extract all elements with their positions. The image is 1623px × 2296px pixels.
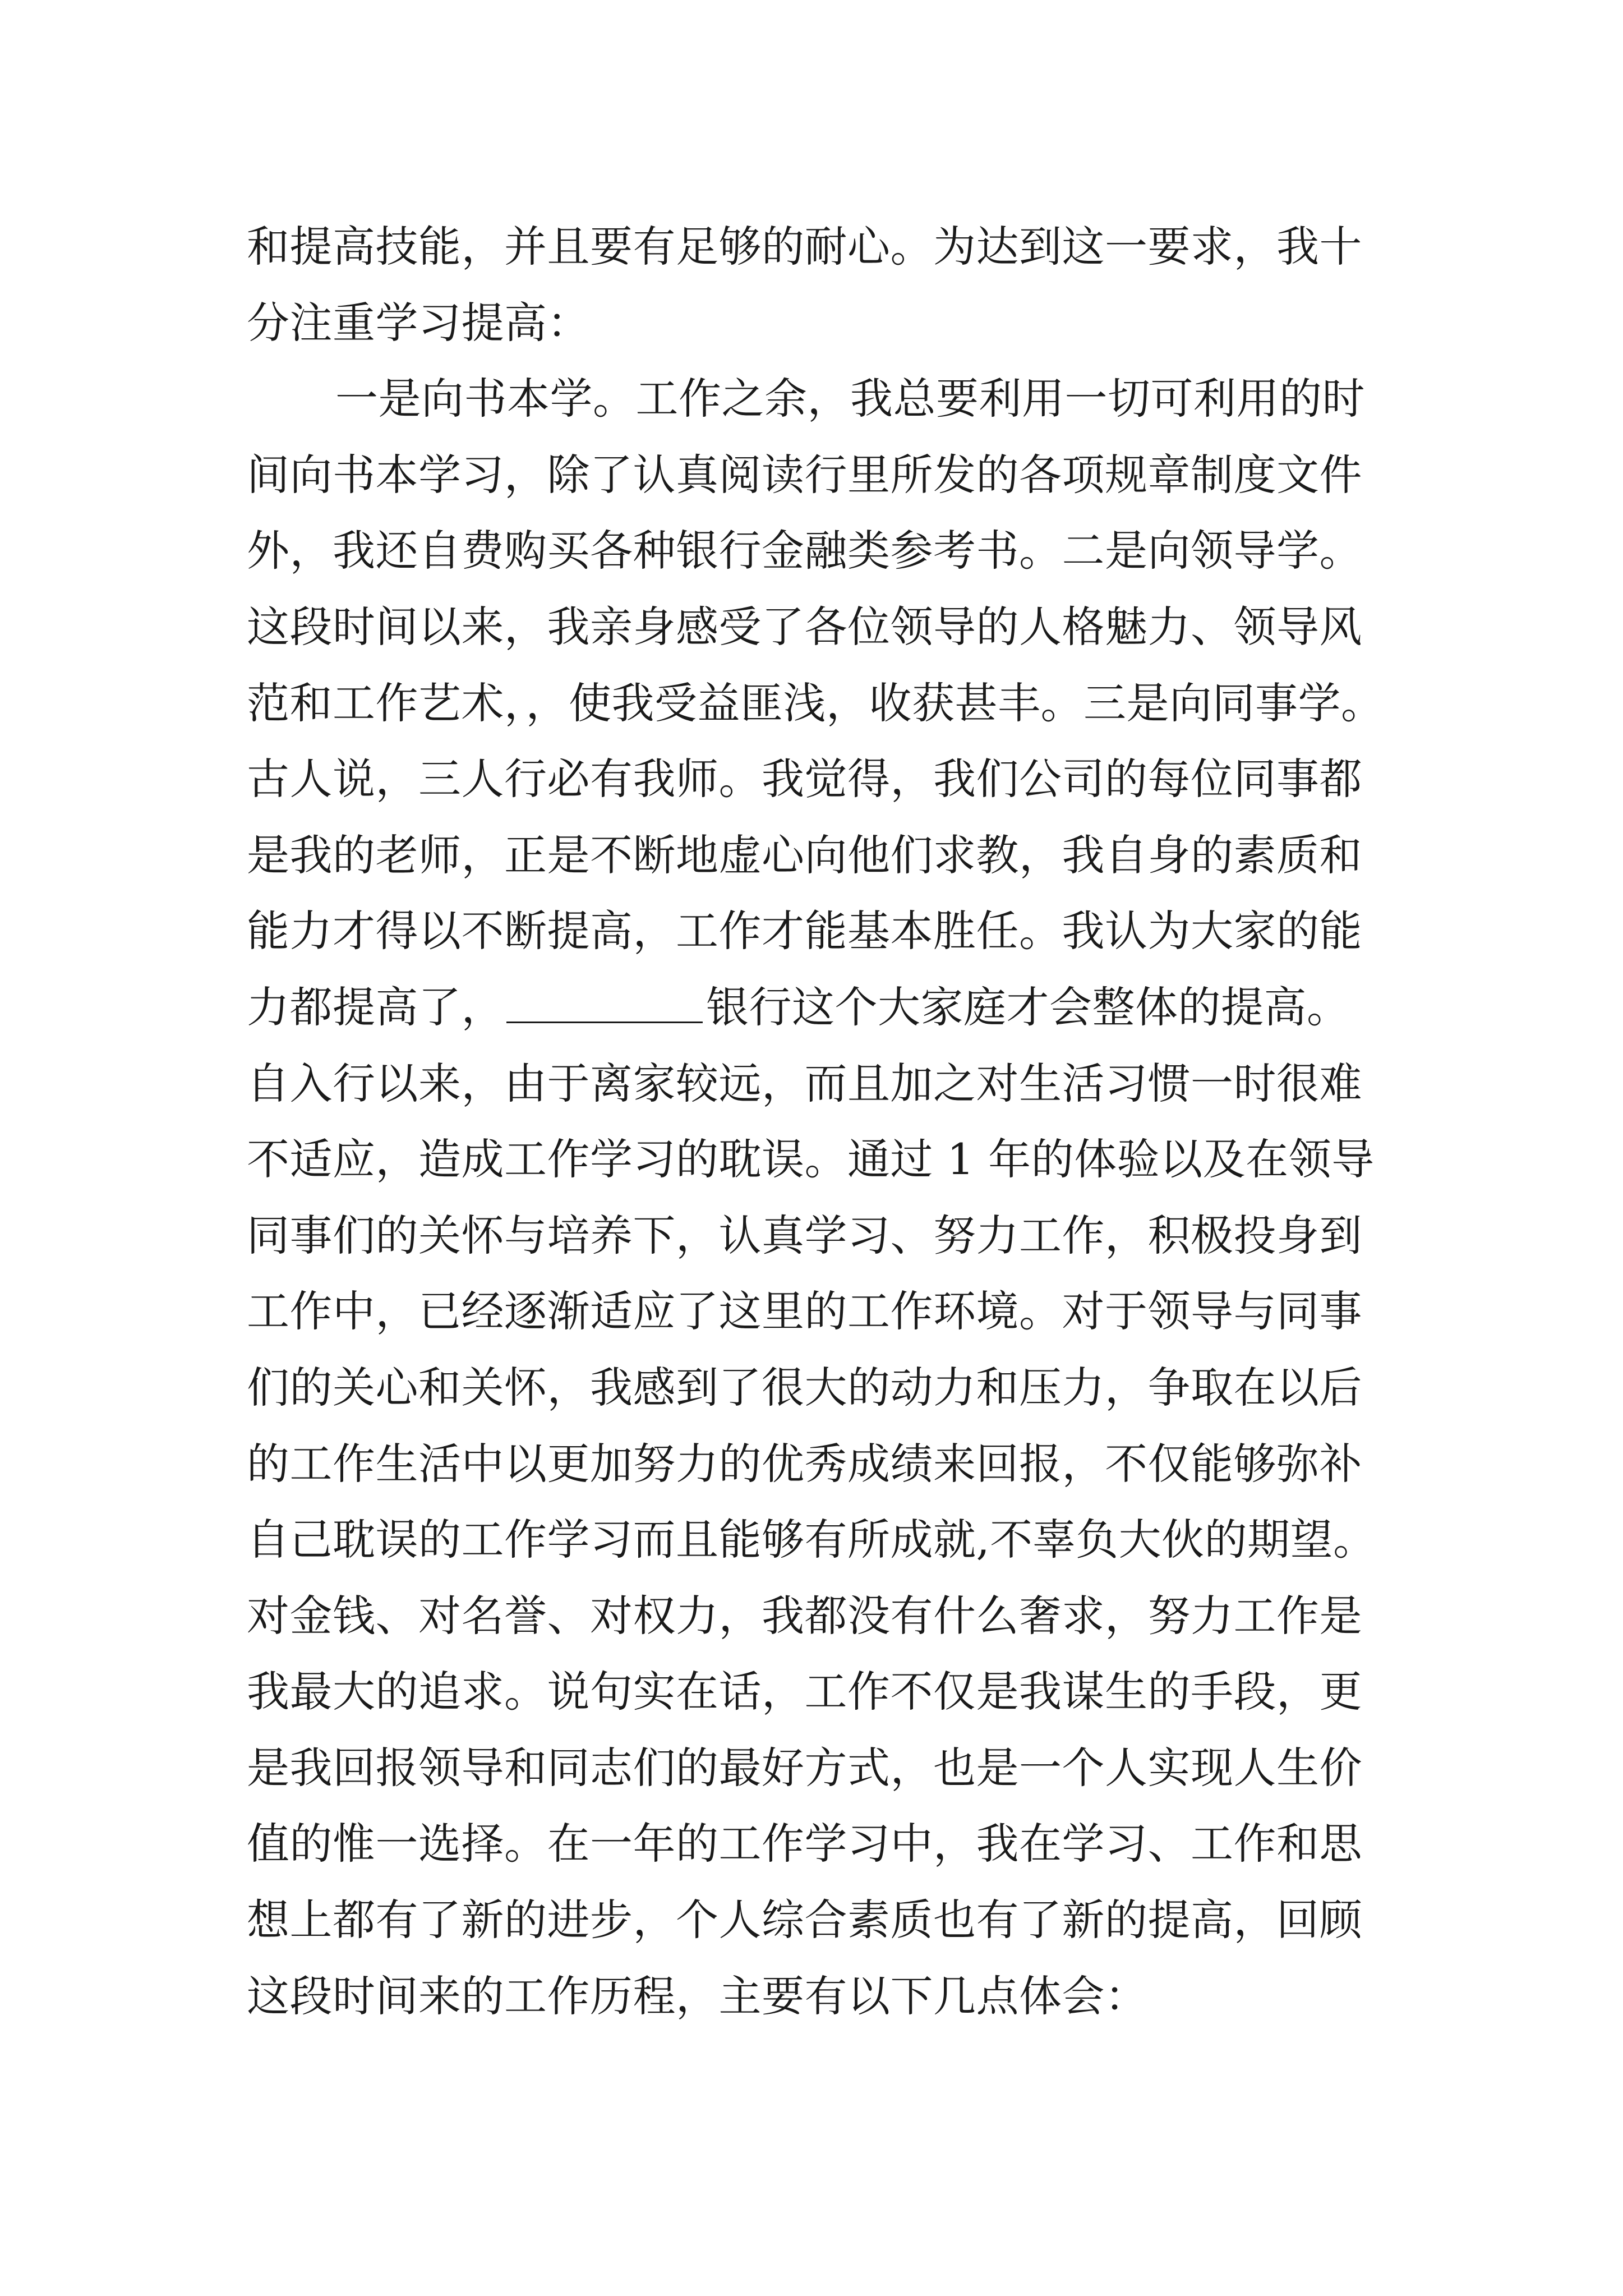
text-line: 这段时间以来，我亲身感受了各位领导的人格魅力、领导风 bbox=[247, 601, 1362, 652]
paragraph-first-line: 一是向书本学。工作之余，我总要利用一切可利用的时 bbox=[335, 374, 1365, 424]
text-line: 范和工作艺术，，使我受益匪浅，收获甚丰。三是向同事学。 bbox=[247, 678, 1384, 728]
text-line: 是我回报领导和同志们的最好方式，也是一个人实现人生价 bbox=[247, 1742, 1362, 1793]
text-line: 能力才得以不断提高，工作才能基本胜任。我认为大家的能 bbox=[247, 906, 1362, 956]
text-line: 们的关心和关怀，我感到了很大的动力和压力，争取在以后 bbox=[247, 1362, 1362, 1412]
text-line: 外，我还自费购买各种银行金融类参考书。二是向领导学。 bbox=[247, 526, 1362, 576]
text-line: 工作中，已经逐渐适应了这里的工作环境。对于领导与同事 bbox=[247, 1286, 1362, 1337]
text-line: 我最大的追求。说句实在话，工作不仅是我谋生的手段，更 bbox=[247, 1667, 1362, 1717]
text-line: 和提高技能，并且要有足够的耐心。为达到这一要求，我十 bbox=[247, 222, 1362, 272]
body-text bbox=[247, 209, 1385, 2034]
text-line: 想上都有了新的进步，个人综合素质也有了新的提高，回顾 bbox=[247, 1895, 1362, 1945]
text-after-blank: 银行这个大家庭才会整体的提高。 bbox=[706, 982, 1350, 1032]
text-line: 这段时间来的工作历程，主要有以下几点体会： bbox=[247, 1971, 1148, 2021]
text-line: 不适应，造成工作学习的耽误。通过 1 年的体验以及在领导 bbox=[247, 1134, 1375, 1185]
text-line: 的工作生活中以更加努力的优秀成绩来回报，不仅能够弥补 bbox=[247, 1438, 1362, 1489]
text-line: 分注重学习提高： bbox=[247, 297, 590, 348]
text-line: 对金钱、对名誉、对权力，我都没有什么奢求，努力工作是 bbox=[247, 1590, 1362, 1641]
fill-in-blank bbox=[506, 982, 703, 1023]
text-line: 古人说，三人行必有我师。我觉得，我们公司的每位同事都 bbox=[247, 754, 1362, 804]
text-line: 自己耽误的工作学习而且能够有所成就,不辜负大伙的期望。 bbox=[247, 1515, 1376, 1565]
text-line-with-blank bbox=[247, 969, 1385, 1046]
text-line: 间向书本学习，除了认真阅读行里所发的各项规章制度文件 bbox=[247, 449, 1362, 500]
text-before-blank: 力都提高了， bbox=[247, 982, 504, 1032]
text-line: 值的惟一选择。在一年的工作学习中，我在学习、工作和思 bbox=[247, 1819, 1362, 1869]
text-line: 是我的老师，正是不断地虚心向他们求教，我自身的素质和 bbox=[247, 830, 1362, 880]
text-line: 同事们的关怀与培养下，认真学习、努力工作，积极投身到 bbox=[247, 1210, 1362, 1260]
text-line: 自入行以来，由于离家较远，而且加之对生活习惯一时很难 bbox=[247, 1058, 1362, 1108]
